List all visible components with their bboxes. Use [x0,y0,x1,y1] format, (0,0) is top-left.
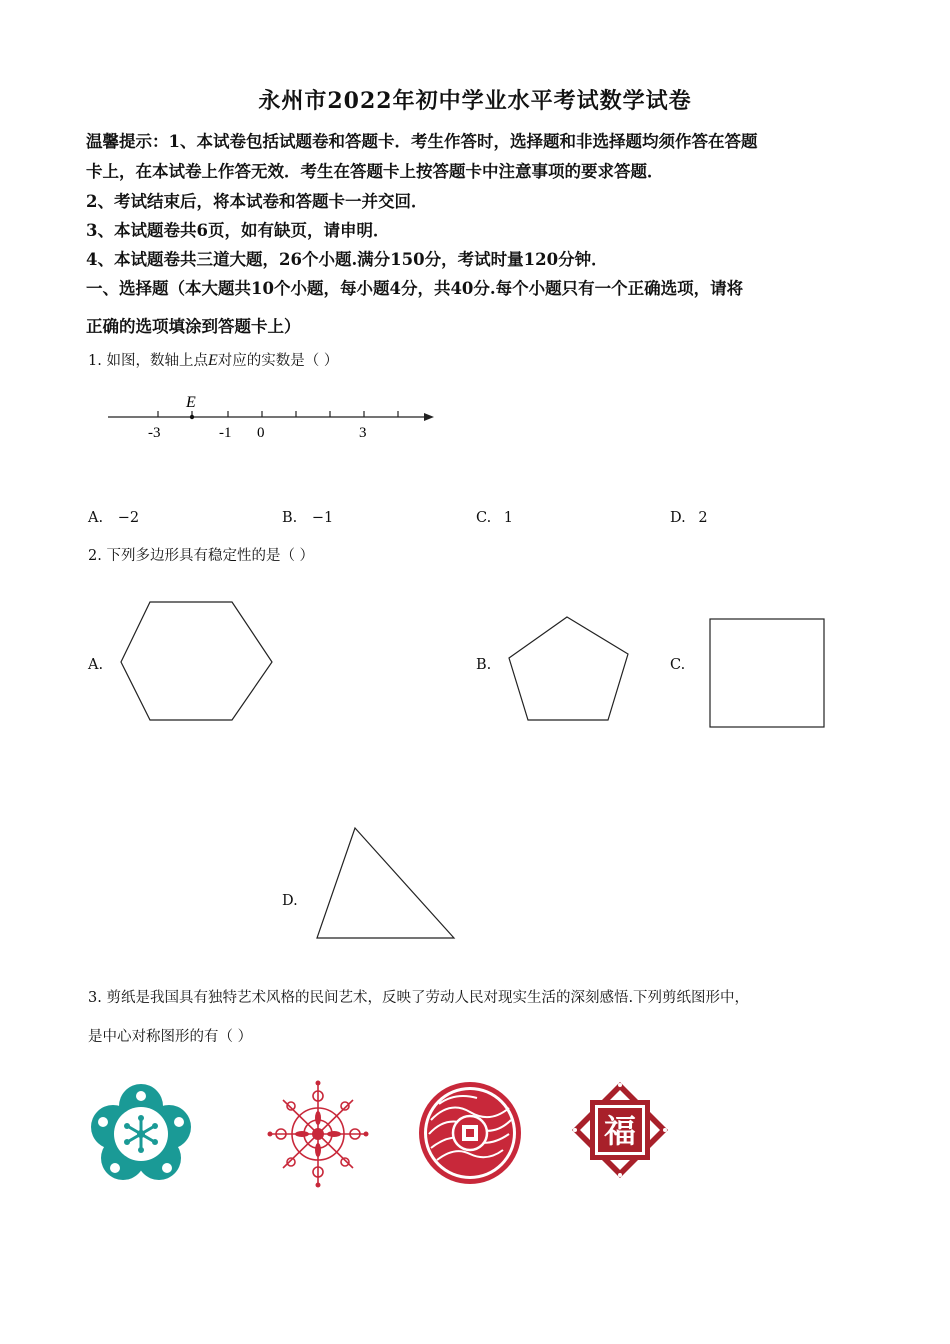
q1-stem-pre: 1. 如图，数轴上点 [88,353,208,369]
notice-line-5: 4、本试题卷共三道大题，26个小题.满分150分，考试时量120分钟． [86,250,608,269]
q1-stem-post: 对应的实数是（ ） [217,353,339,369]
q1-option-c[interactable] [476,510,513,526]
q1-option-c-value: 1 [503,510,514,526]
section-heading-line-2: 正确的选项填涂到答题卡上） [86,317,301,336]
tick-label-0: 0 [257,425,265,441]
notice-line-1: 温馨提示：1、本试卷包括试题卷和答题卡．考生作答时，选择题和非选择题均须作答在答题 [86,132,758,151]
fu-character: 福 [603,1112,637,1150]
notice-line-2: 卡上，在本试卷上作答无效．考生在答题卡上按答题卡中注意事项的要求答题． [86,162,664,181]
hexagon-icon [118,600,276,724]
coin-papercut-icon[interactable] [417,1080,523,1186]
q2-option-c-label[interactable]: C. [670,657,686,673]
square-icon [708,617,828,729]
question-1-stem [88,350,338,372]
q2-option-d-label[interactable]: D. [282,893,298,909]
q1-option-b[interactable] [282,510,333,526]
q1-option-c-label: C. [476,510,492,526]
q1-var-e: E [207,352,218,369]
triangle-icon [314,826,458,942]
q1-option-a[interactable] [88,510,139,526]
number-line [100,385,445,445]
q1-option-b-label: B. [282,510,298,526]
q2-option-a-label[interactable]: A. [88,657,104,673]
q1-option-d-label: D. [670,510,686,526]
notice-line-4: 3、本试题卷共6页，如有缺页，请申明． [86,221,390,240]
q1-option-d[interactable] [670,510,708,526]
pentagon-icon [505,614,633,724]
q1-option-a-label: A. [88,510,104,526]
q2-option-b-label[interactable]: B. [476,657,492,673]
number-line-arrow-icon [424,413,434,421]
q1-option-b-value: −1 [311,510,334,526]
notice-line-3: 2、考试结束后，将本试卷和答题卡一并交回． [86,192,428,211]
point-e-label: E [186,394,196,411]
tick-label-neg3: -3 [148,425,161,441]
point-e-dot [190,415,194,419]
fu-character-papercut-icon[interactable] [570,1080,670,1180]
page-title: 永州市2022年初中学业水平考试数学试卷 [258,88,692,114]
plum-blossom-papercut-icon[interactable] [85,1082,197,1182]
question-3-stem-line-2: 是中心对称图形的有（ ） [88,1029,253,1045]
question-3-stem-line-1: 3. 剪纸是我国具有独特艺术风格的民间艺术，反映了劳动人民对现实生活的深刻感悟.下列剪纸图形中， [88,990,750,1006]
question-2-stem: 2. 下列多边形具有稳定性的是（ ） [88,548,315,564]
q1-option-d-value: 2 [698,510,708,526]
tick-label-3: 3 [359,425,367,441]
q1-option-a-value: −2 [117,510,140,526]
section-heading-line-1: 一、选择题（本大题共10个小题，每小题4分，共40分.每个小题只有一个正确选项，请将 [86,279,744,298]
tick-label-neg1: -1 [219,425,232,441]
snowflake-papercut-icon[interactable] [265,1078,371,1190]
